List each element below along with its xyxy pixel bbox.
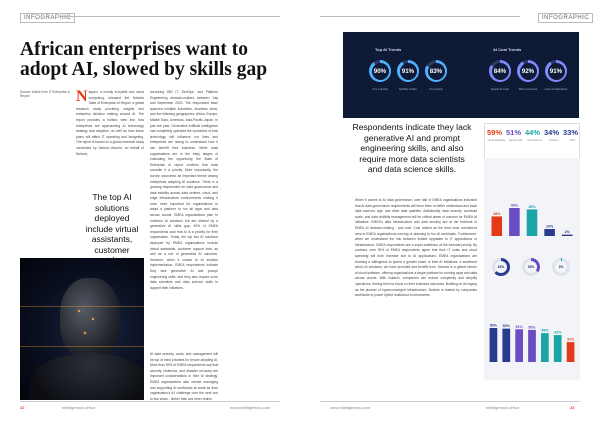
chart-bar [490, 328, 498, 362]
pull-quote-left: The top AI solutions deployed include virtual assistants, customer [85, 192, 139, 255]
infographic-tag-right: INFOGRAPHIC [538, 13, 593, 23]
chart-data-label: 40% [510, 203, 519, 208]
panel-title-left: Top AI Trends [375, 47, 402, 52]
chart-bar [544, 229, 555, 236]
robot-shoulder-shape [30, 353, 144, 400]
chart-data-label: 10% [545, 224, 554, 229]
scan-line [20, 346, 144, 347]
page-number-left: 22 [20, 405, 25, 410]
top-rule-left [62, 16, 280, 17]
card-caption: Other [569, 139, 576, 142]
stat-ring-caption: Mobility of data [399, 88, 417, 91]
donut-value: 2% [558, 265, 564, 269]
chart-bar [541, 333, 549, 362]
chart-infobox [484, 158, 580, 380]
chart-data-label: 28% [493, 211, 501, 216]
card-caption: Virtual assistants [487, 139, 506, 142]
chart-bar [528, 330, 536, 362]
chart-bar [515, 329, 523, 362]
card-caption: Support bots [508, 139, 523, 142]
right-body-column: When it comes to AI data governance, over half of EMEA organisations indicated that AI data governance requirements will force them to better understand and track data sources, age, and other data qualities. Additionally, data security, workload scale, and data visibility management will be critical areas of concern for EMEA AI initiatives. EMEA's data infrastructure and data security are at the forefront of EMEA AI decision-making - and cost. Cost ranked as the third most considered area in EMEA organisations running or planning to run AI workloads. Furthermore, when we understand the link between limited upgrades to IT applications or infrastructure, EMEA respondents are a super-ambitious at the forecast priority. By contrast, over 90% of EMEA respondents agree that their IT costs and cloud spending will both increase due to AI applications. EMEA organisations are showing a willingness to spend a greater share of their AI initiatives, a sentiment which AI solutions, we have provided and benefit from. Nutanix is a global vendor of cloud software, offering organisations a single platform for running apps and data across clouds. With Nutanix, companies can reduce complexity and simplify operations, freeing them to focus on their business outcomes. Building on its legacy as the pioneer of hyperconverged infrastructure, Nutanix is trusted by companies worldwide to power hybrid multicloud environments. [355, 198, 477, 298]
sensor-light-icon [78, 310, 80, 312]
card-value: 33% [563, 128, 579, 137]
robot-head-photo [20, 258, 144, 400]
chart-bar-bottom [484, 306, 580, 376]
sensor-light-icon [84, 332, 86, 334]
byline: Source: Article from IT Enterprise & Report [20, 90, 70, 99]
sensor-light-icon [92, 318, 94, 320]
card-value: 34% [544, 128, 560, 137]
chart-data-label: 53% [489, 323, 498, 328]
chart-data-label: 2% [564, 230, 570, 235]
chart-data-label: 52% [502, 324, 510, 329]
stat-ring-caption: AI is priority [429, 88, 443, 91]
stat-ring-caption: AI is a priority [372, 88, 388, 91]
card-value: 59% [487, 128, 503, 137]
card-value: 44% [525, 128, 541, 137]
stat-ring-value: 90% [373, 68, 387, 75]
website-left: www.intelligentcio.com [230, 405, 271, 410]
chart-bar [502, 329, 510, 362]
donut-value: 35% [527, 265, 535, 269]
panel-title-right: AI Cost Trends [493, 47, 522, 52]
chart-bar [492, 216, 503, 236]
chart-bar [527, 209, 538, 236]
stat-ring-value: 84% [493, 68, 507, 75]
card-value: 51% [506, 128, 522, 137]
page-number-right: 23 [570, 405, 575, 410]
stat-ring-caption: Cost considerations [544, 88, 568, 91]
magazine-name-left: intelligentcio africa [62, 405, 95, 410]
stat-ring-value: 91% [401, 68, 415, 75]
body-column-2b: AI data security, costs, and management will be top of mind priorities for tenure adopting AI. More than 80% of EMEA respondents say that security, resilience, and disaster recovery are important considerations in their AI strategy. EMEA organisations also named managing and supporting AI workloads at scale as their organisation's #1 challenge over the next one to two years - higher than any other region. [150, 352, 218, 400]
body-column-1 [76, 90, 144, 190]
pull-quote-right: Respondents indicate they lack generative AI and prompt engineering skills, and also require more data scientists and data science skills. [352, 122, 472, 174]
chart-bar [562, 235, 573, 236]
card-caption: Generative AI [527, 139, 542, 142]
chart-bar [509, 208, 520, 236]
dropcap: N [76, 90, 88, 105]
chart-data-label: 45% [541, 328, 549, 333]
stat-ring-value: 92% [521, 68, 535, 75]
magazine-name-right: intelligentcio africa [486, 405, 519, 410]
chart-bar [567, 342, 575, 362]
infographic-tag-left: INFOGRAPHIC [20, 13, 75, 23]
top-rule-right [320, 16, 520, 17]
stat-ring-caption: Plan to increase [518, 88, 538, 91]
chart-data-label: 31% [566, 337, 575, 342]
scan-line [20, 306, 144, 307]
card-caption: Analytics [548, 139, 559, 142]
body-column-1-text: aspen, a mostly in-hybrid and cloud computing, released the Nutanix State of Enterprise AI Report, a global research study providing insights into enterprise decision making around AI. The report provides a holistic view into how enterprises are approaching AI technology strategy and adoption, as well as how future plans will affect IT spending and budgeting. The report is based on a global research study conducted by Vanson Bourne, on behalf of Nutanix, [76, 90, 144, 156]
chart-data-label: 38% [528, 204, 536, 209]
donut-value: 63% [497, 265, 505, 269]
chart-data-label: 50% [528, 325, 536, 330]
body-column-2: surveying 650 IT, DevOps, and Platform Engineering decision-makers between July and September 2023. The respondent base spanned multiple industries, business sizes, and the following geographies: Africa, Europe, Middle East, Americas, Asia-Pacific-Japan. In just one year, Generative Artificial Intelligence has completely upended the worldview of how technology will influence our lives and enterprises are racing to understand how it can benefit their business. While most organisations are in the early stages of evaluating the opportunity, the State of Enterprise AI report confirms that most consider it a priority. More importantly, the survey uncovered an important theme among enterprises adopting AI solutions. There is a growing requirement for data governance and data mobility across data centres, cloud, and edge infrastructure environments making it even more important for organisations to adopt a platform to run all apps and data across clouds. EMEA organisations plan to embrace AI solutions but are slowed by a generative AI skills gap. 90% of EMEA respondents said that AI is a priority for their organisation. Today, the top two AI solutions deployed by EMEA organisations include virtual assistants, customer support bots, as well as a mix of generative AI solutions. However, when it comes to AI solution implementation, EMEA respondents indicate they lack generative AI and prompt engineering skills, and they also require more data scientists and data science skills to support their initiatives. [150, 90, 218, 290]
chart-data-label: 42% [554, 330, 562, 335]
stat-ring-caption: Expect AI costs [491, 88, 509, 91]
stat-ring-value: 83% [429, 68, 443, 75]
chart-data-label: 51% [515, 324, 523, 329]
chart-bar [554, 335, 562, 362]
chart-bar-top [484, 192, 580, 246]
headline: African enterprises want to adopt AI, slowed by skills gap [20, 39, 268, 80]
website-right: www.intelligentcio.com [330, 405, 371, 410]
stat-ring-value: 91% [549, 68, 563, 75]
ai-trends-panel [343, 32, 579, 118]
